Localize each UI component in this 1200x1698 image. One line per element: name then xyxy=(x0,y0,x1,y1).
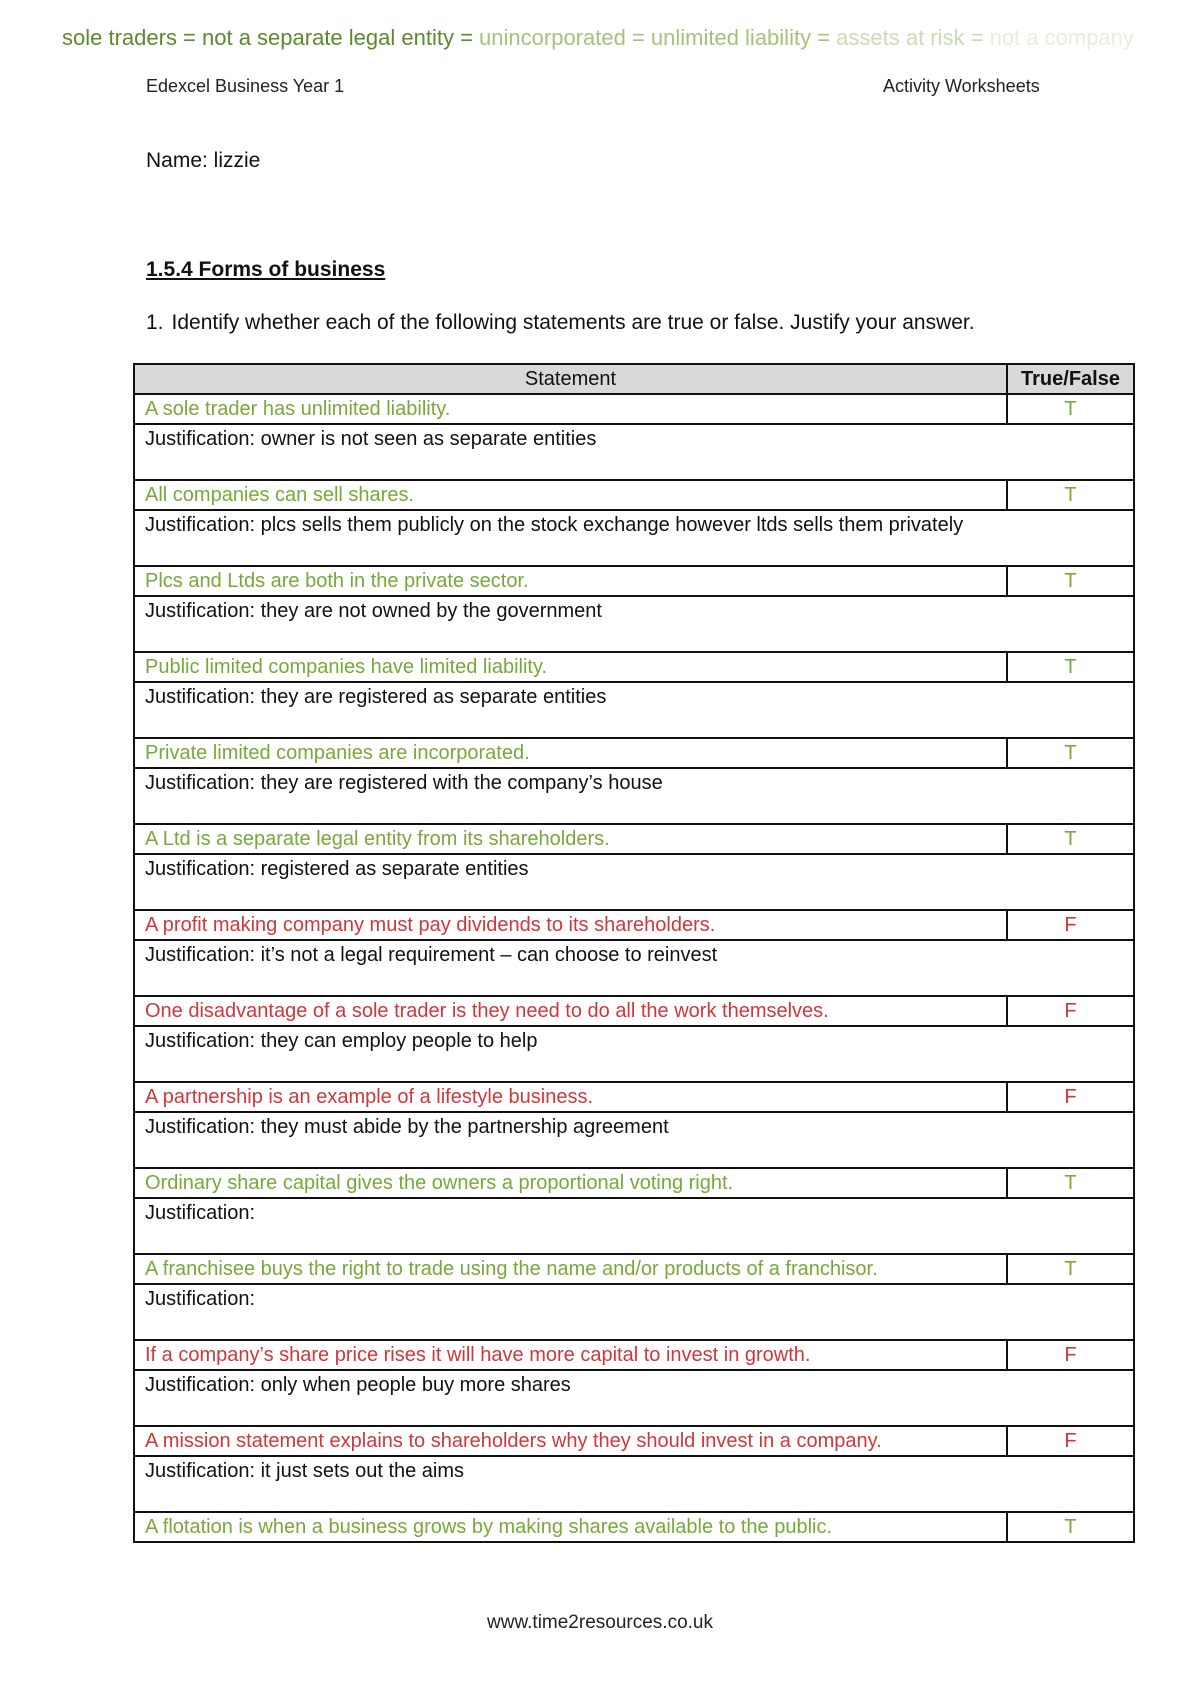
justification-row xyxy=(134,940,1134,996)
justification-row xyxy=(134,768,1134,824)
answer-cell: F xyxy=(1007,1340,1134,1370)
statement-row xyxy=(134,652,1134,682)
justification-row xyxy=(134,424,1134,480)
statement-row xyxy=(134,1168,1134,1198)
answer-cell: F xyxy=(1007,1426,1134,1456)
header-doc-type: Activity Worksheets xyxy=(883,76,1040,96)
justification-row xyxy=(134,596,1134,652)
statement-text: Private limited companies are incorporated. xyxy=(134,738,1007,768)
justification-text: Justification: they are registered with the company’s house xyxy=(134,768,1134,824)
justification-text: Justification: they are not owned by the government xyxy=(134,596,1134,652)
statement-row xyxy=(134,480,1134,510)
answer-cell: T xyxy=(1007,480,1134,510)
statement-text: Public limited companies have limited liability. xyxy=(134,652,1007,682)
statement-text: A Ltd is a separate legal entity from its shareholders. xyxy=(134,824,1007,854)
answer-cell: T xyxy=(1007,652,1134,682)
justification-row xyxy=(134,1456,1134,1512)
statement-row xyxy=(134,1082,1134,1112)
justification-row xyxy=(134,1112,1134,1168)
justification-row xyxy=(134,510,1134,566)
justification-text: Justification: plcs sells them publicly on the stock exchange however ltds sells them privately xyxy=(134,510,1134,566)
statement-text: Ordinary share capital gives the owners a proportional voting right. xyxy=(134,1168,1007,1198)
answer-cell: T xyxy=(1007,566,1134,596)
header-true-false: True/False xyxy=(1007,364,1134,394)
statement-text: Plcs and Ltds are both in the private sector. xyxy=(134,566,1007,596)
answer-cell: F xyxy=(1007,910,1134,940)
header-statement: Statement xyxy=(134,364,1007,394)
header-course: Edexcel Business Year 1 xyxy=(146,76,345,96)
statement-row xyxy=(134,1254,1134,1284)
justification-text: Justification: owner is not seen as separate entities xyxy=(134,424,1134,480)
table-header-row xyxy=(134,364,1134,394)
statement-text: If a company’s share price rises it will have more capital to invest in growth. xyxy=(134,1340,1007,1370)
justification-text: Justification: it just sets out the aims xyxy=(134,1456,1134,1512)
banner-segment: unincorporated = unlimited liability = xyxy=(479,25,837,50)
statement-row xyxy=(134,1340,1134,1370)
statement-text: A partnership is an example of a lifestyle business. xyxy=(134,1082,1007,1112)
statement-text: A sole trader has unlimited liability. xyxy=(134,394,1007,424)
answer-cell: T xyxy=(1007,1168,1134,1198)
justification-text: Justification: they are registered as separate entities xyxy=(134,682,1134,738)
statement-row xyxy=(134,738,1134,768)
statement-text: A profit making company must pay dividends to its shareholders. xyxy=(134,910,1007,940)
justification-row xyxy=(134,1284,1134,1340)
answer-cell: T xyxy=(1007,394,1134,424)
justification-row xyxy=(134,1370,1134,1426)
statement-text: A franchisee buys the right to trade using the name and/or products of a franchisor. xyxy=(134,1254,1007,1284)
justification-text: Justification: xyxy=(134,1284,1134,1340)
statement-row xyxy=(134,910,1134,940)
answer-cell: T xyxy=(1007,1254,1134,1284)
answer-cell: F xyxy=(1007,1082,1134,1112)
question-number: 1. xyxy=(146,311,164,334)
justification-text: Justification: xyxy=(134,1198,1134,1254)
justification-row xyxy=(134,1198,1134,1254)
statement-row xyxy=(134,566,1134,596)
question-prompt xyxy=(146,311,975,335)
justification-text: Justification: only when people buy more shares xyxy=(134,1370,1134,1426)
answer-cell: T xyxy=(1007,1512,1134,1542)
banner-segment: assets at risk = xyxy=(836,25,990,50)
true-false-table xyxy=(133,363,1135,1543)
question-text: Identify whether each of the following statements are true or false. Justify your answer. xyxy=(171,311,975,334)
statement-text: A mission statement explains to shareholders why they should invest in a company. xyxy=(134,1426,1007,1456)
answer-cell: F xyxy=(1007,996,1134,1026)
banner-segment: sole traders = not a separate legal entity = xyxy=(62,25,480,50)
justification-row xyxy=(134,854,1134,910)
statement-text: All companies can sell shares. xyxy=(134,480,1007,510)
justification-text: Justification: registered as separate entities xyxy=(134,854,1134,910)
justification-text: Justification: it’s not a legal requirement – can choose to reinvest xyxy=(134,940,1134,996)
section-title: 1.5.4 Forms of business xyxy=(146,258,386,281)
justification-row xyxy=(134,682,1134,738)
table-body xyxy=(134,394,1134,1542)
student-name: Name: lizzie xyxy=(146,149,261,172)
statement-row xyxy=(134,394,1134,424)
answer-cell: T xyxy=(1007,824,1134,854)
statement-row xyxy=(134,824,1134,854)
statement-text: One disadvantage of a sole trader is they need to do all the work themselves. xyxy=(134,996,1007,1026)
statement-row xyxy=(134,1426,1134,1456)
answer-cell: T xyxy=(1007,738,1134,768)
summary-banner xyxy=(62,24,1134,52)
banner-segment: not a company xyxy=(989,25,1134,50)
statement-row xyxy=(134,996,1134,1026)
statement-text: A flotation is when a business grows by making shares available to the public. xyxy=(134,1512,1007,1542)
footer-url: www.time2resources.co.uk xyxy=(487,1612,713,1633)
statement-row xyxy=(134,1512,1134,1542)
justification-text: Justification: they must abide by the partnership agreement xyxy=(134,1112,1134,1168)
justification-row xyxy=(134,1026,1134,1082)
justification-text: Justification: they can employ people to help xyxy=(134,1026,1134,1082)
